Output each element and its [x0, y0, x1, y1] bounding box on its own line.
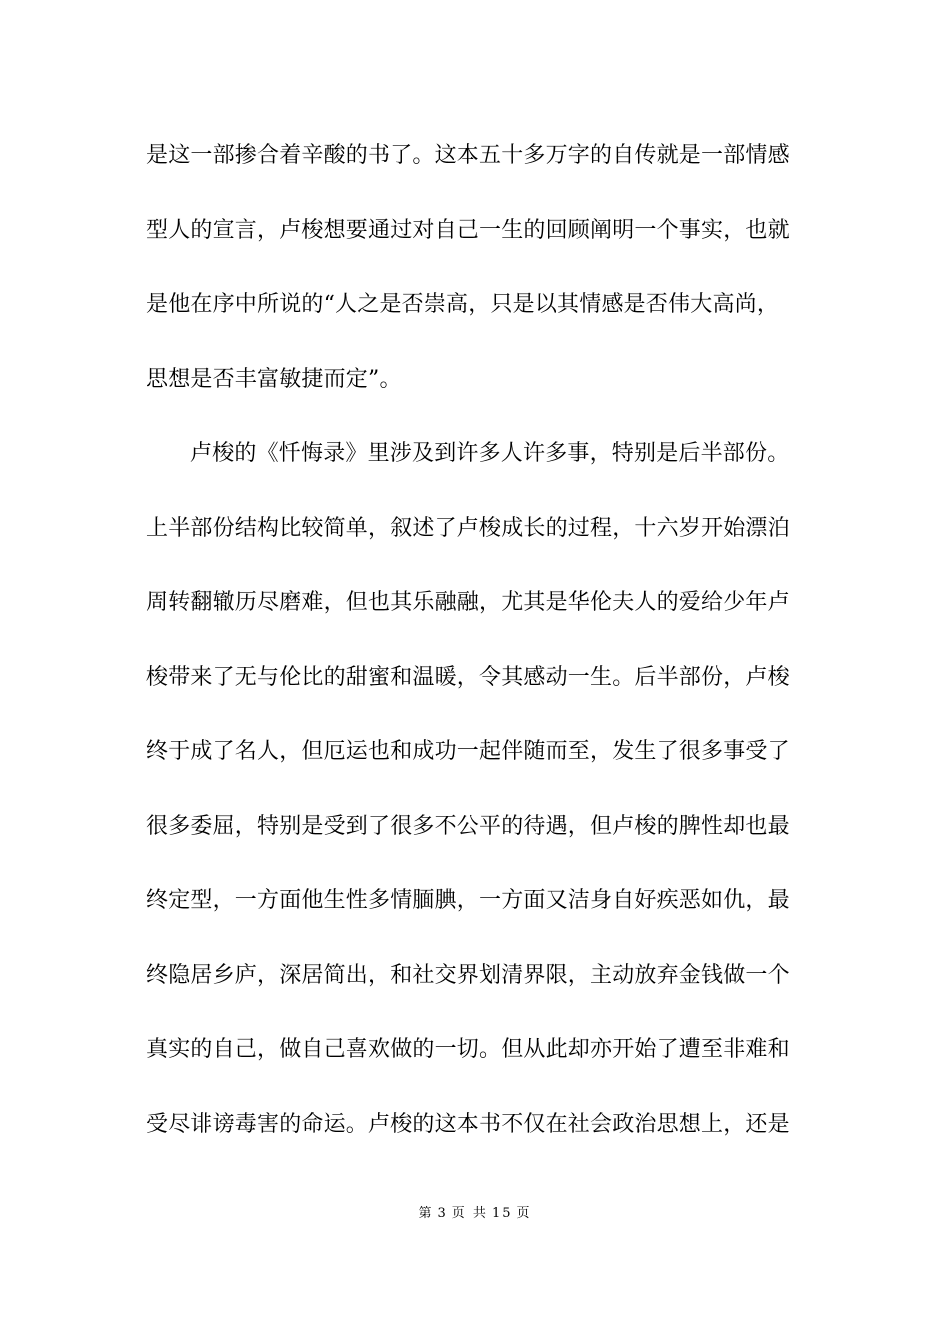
text-line: 周转翻辙历尽磨难，但也其乐融融，尤其是华伦夫人的爱给少年卢 [146, 590, 790, 615]
text-line: 终隐居乡庐，深居简出，和社交界划清界限，主动放弃金钱做一个 [146, 962, 790, 988]
footer-current-page: 3 [437, 1206, 448, 1221]
paragraph-1 [146, 134, 810, 432]
text-line: 卢梭的《忏悔录》里涉及到许多人许多事，特别是后半部份。 [190, 441, 790, 466]
text-line: 终定型，一方面他生性多情腼腆，一方面又洁身自好疾恶如仇，最 [146, 888, 790, 913]
page-footer [0, 1204, 950, 1224]
footer-middle: 页 共 [451, 1206, 488, 1221]
text-line: 受尽诽谤毒害的命运。卢梭的这本书不仅在社会政治思想上，还是 [146, 1111, 790, 1137]
text-line: 梭带来了无与伦比的甜蜜和温暖，令其感动一生。后半部份，卢梭 [146, 664, 790, 690]
text-line: 思想是否丰富敏捷而定”。 [146, 366, 402, 392]
text-line: 是他在序中所说的“人之是否崇高，只是以其情感是否伟大高尚， [146, 292, 780, 317]
body-text [146, 134, 810, 1177]
text-line: 很多委屈，特别是受到了很多不公平的待遇，但卢梭的脾性却也最 [146, 813, 790, 839]
footer-prefix: 第 [418, 1206, 434, 1221]
text-line: 是这一部掺合着辛酸的书了。这本五十多万字的自传就是一部情感 [146, 143, 790, 168]
text-line: 上半部份结构比较简单，叙述了卢梭成长的过程，十六岁开始漂泊 [146, 515, 790, 541]
text-line: 型人的宣言，卢梭想要通过对自己一生的回顾阐明一个事实，也就 [146, 217, 790, 243]
text-line: 终于成了名人，但厄运也和成功一起伴随而至，发生了很多事受了 [146, 739, 790, 764]
paragraph-2 [146, 432, 810, 1177]
footer-total-pages: 15 [491, 1206, 513, 1221]
text-line: 真实的自己，做自己喜欢做的一切。但从此却亦开始了遭至非难和 [146, 1037, 790, 1062]
footer-suffix: 页 [516, 1206, 532, 1221]
